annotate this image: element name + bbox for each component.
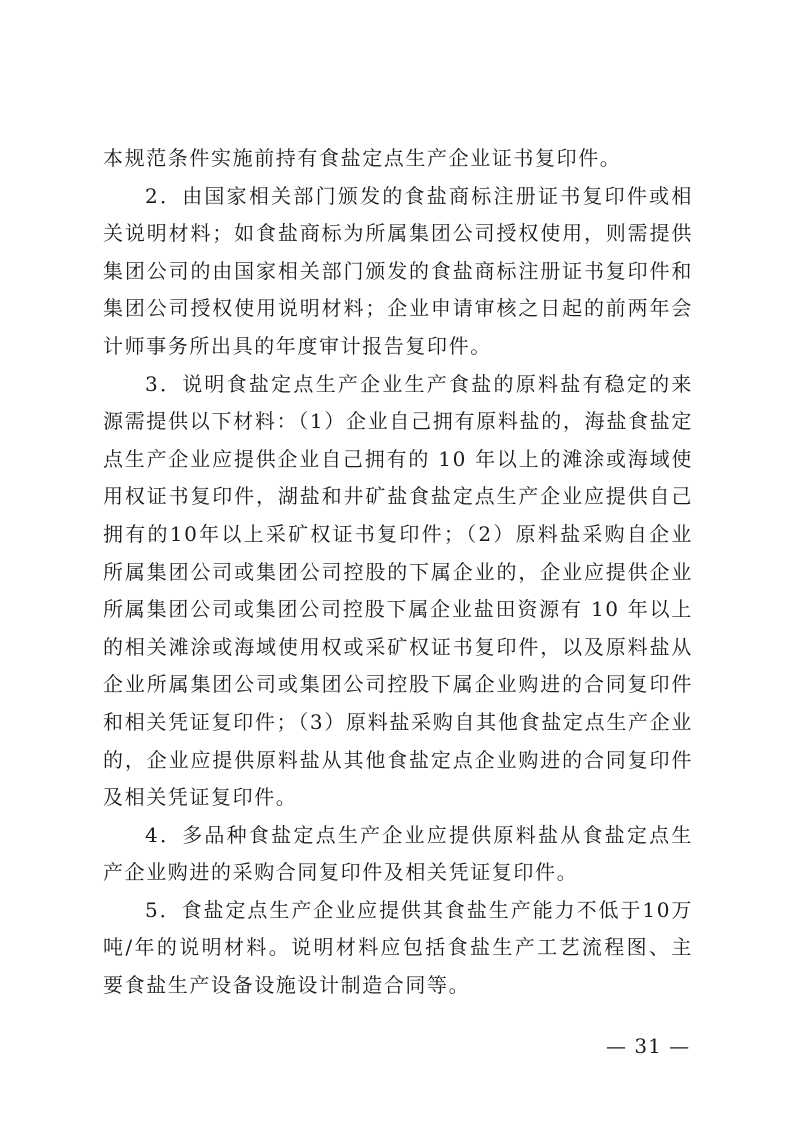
paragraph-item-4: 4．多品种食盐定点生产企业应提供原料盐从食盐定点生产企业购进的采购合同复印件及相关凭证复印件。 — [103, 822, 693, 885]
paragraph-continuation: 本规范条件实施前持有食盐定点生产企业证书复印件。 — [103, 146, 622, 170]
paragraph-item-5: 5．食盐定点生产企业应提供其食盐生产能力不低于10万吨/年的说明材料。说明材料应包括食盐生产工艺流程图、主要食盐生产设备设施设计制造合同等。 — [103, 897, 693, 998]
paragraph-item-3: 3．说明食盐定点生产企业生产食盐的原料盐有稳定的来源需提供以下材料：（1）企业自己拥有原料盐的，海盐食盐定点生产企业应提供企业自己拥有的 10 年以上的滩涂或海域使用权证书复印件，湖盐和井矿盐食盐定点生产企业应提供自己拥有的10年以上采矿权证书复印件；（2）原料盐采购自企业所属集团公司或集团公司控股的下属企业的，企业应提供企业所属集团公司或集团公司控股下属企业盐田资源有 10 年以上的相关滩涂或海域使用权或采矿权证书复印件，以及原料盐从企业所属集团公司或集团公司控股下属企业购进的合同复印件和相关凭证复印件；（3）原料盐采购自其他食盐定点生产企业的，企业应提供原料盐从其他食盐定点企业购进的合同复印件及相关凭证复印件。 — [103, 371, 693, 810]
page-number: — 31 — — [606, 1034, 691, 1058]
document-body — [103, 140, 693, 1005]
paragraph-item-2: 2．由国家相关部门颁发的食盐商标注册证书复印件或相关说明材料；如食盐商标为所属集团公司授权使用，则需提供集团公司的由国家相关部门颁发的食盐商标注册证书复印件和集团公司授权使用说明材料；企业申请审核之日起的前两年会计师事务所出具的年度审计报告复印件。 — [103, 183, 693, 358]
